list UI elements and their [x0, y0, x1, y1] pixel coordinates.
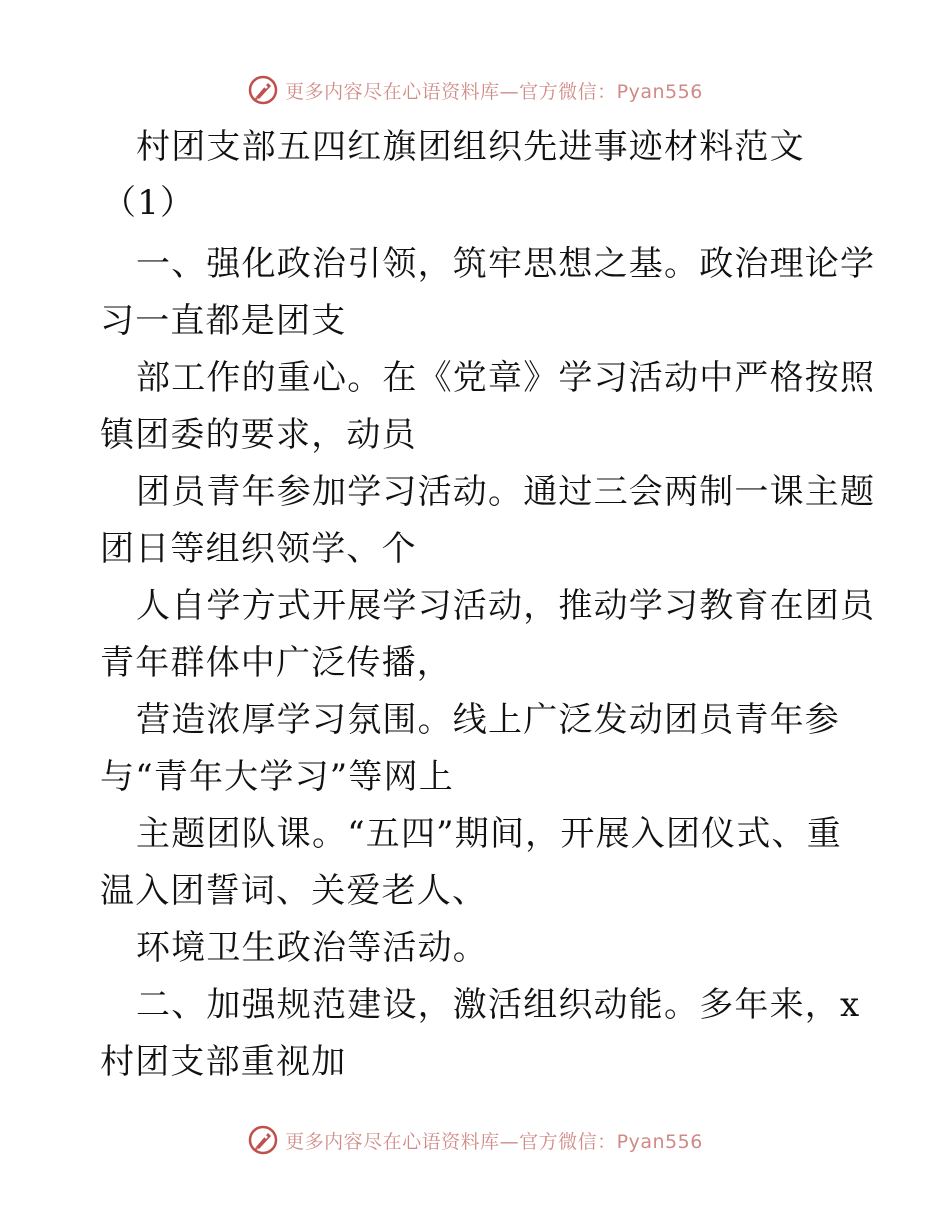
- document-title: 村团支部五四红旗团组织先进事迹材料范文: [136, 127, 805, 167]
- paragraph-line: 温入团誓词、关爱老人、: [100, 871, 488, 911]
- paragraph-line: 一、强化政治引领，筑牢思想之基。政治理论学: [136, 244, 876, 284]
- paragraph-line: 营造浓厚学习氛围。线上广泛发动团员青年参: [136, 700, 840, 740]
- paragraph-line: 主题团队课。“五四”期间，开展入团仪式、重: [136, 814, 842, 854]
- watermark-text: 更多内容尽在心语资料库—官方微信：Pyan556: [285, 80, 703, 103]
- paragraph-line: 团员青年参加学习活动。通过三会两制一课主题: [136, 472, 876, 512]
- paragraph-line: 团日等组织领学、个: [100, 529, 417, 569]
- paragraph-line: 与“青年大学习”等网上: [100, 757, 454, 797]
- paragraph-line: 环境卫生政治等活动。: [136, 928, 488, 968]
- header-watermark: [0, 70, 950, 110]
- pen-nib-logo-icon: [247, 1124, 279, 1156]
- paragraph-line: 镇团委的要求，动员: [100, 415, 417, 455]
- footer-watermark: [0, 1120, 950, 1160]
- pen-nib-logo-icon: [247, 74, 279, 106]
- paragraph-line: 村团支部重视加: [100, 1042, 347, 1082]
- paragraph-line: 人自学方式开展学习活动，推动学习教育在团员: [136, 586, 876, 626]
- paragraph-line: 青年群体中广泛传播，: [100, 643, 452, 683]
- watermark-text: 更多内容尽在心语资料库—官方微信：Pyan556: [285, 1130, 703, 1153]
- paragraph-line: 二、加强规范建设，激活组织动能。多年来，x: [136, 985, 861, 1025]
- paragraph-line: 习一直都是团支: [100, 301, 347, 341]
- document-title-number: （1）: [102, 183, 196, 223]
- paragraph-line: 部工作的重心。在《党章》学习活动中严格按照: [136, 358, 876, 398]
